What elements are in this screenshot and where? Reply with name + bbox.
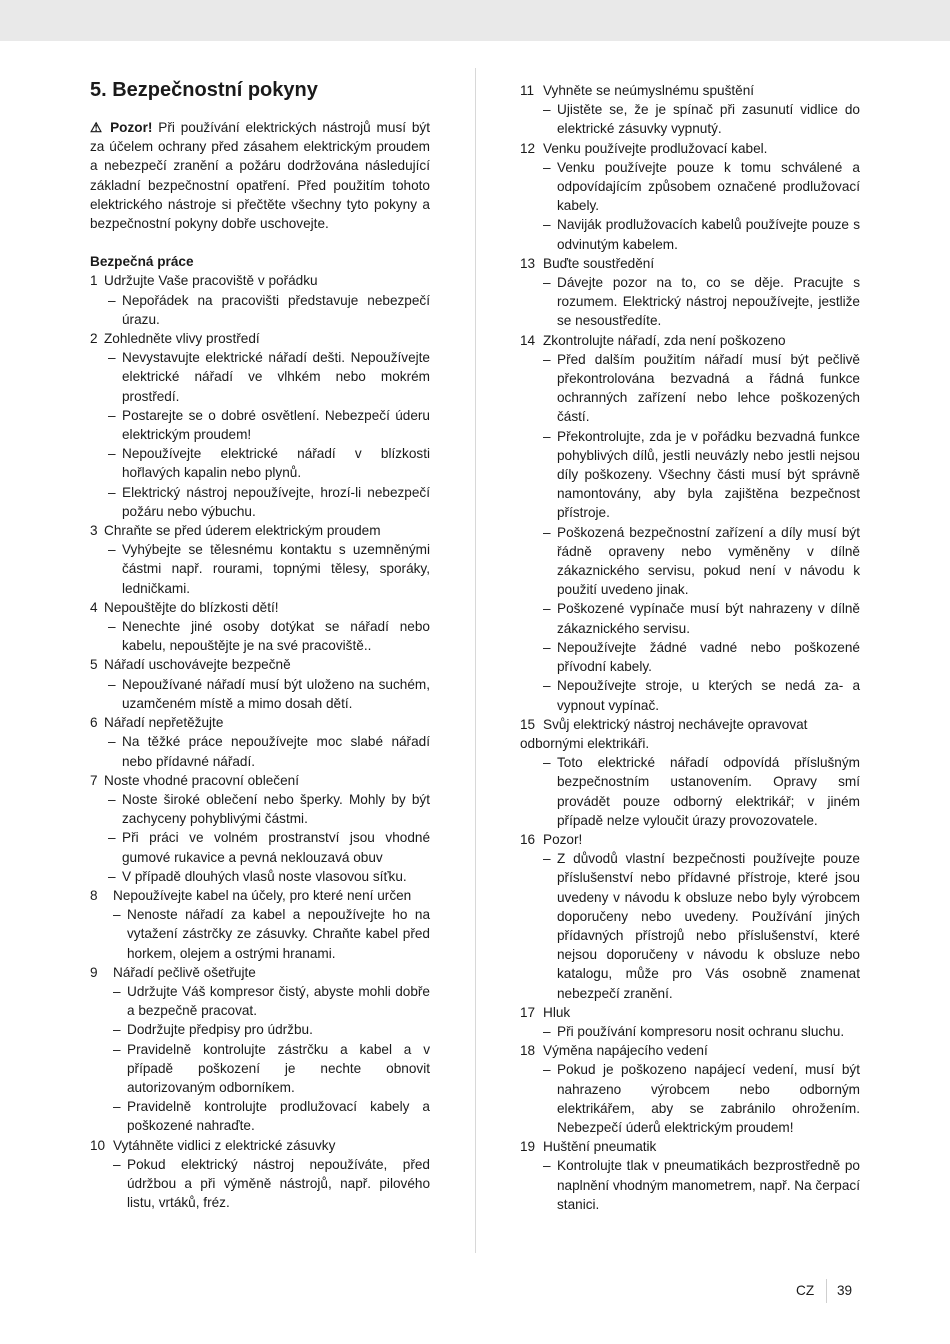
top-bar (0, 0, 950, 41)
sub-item-text: Dávejte pozor na to, co se děje. Pracujte s rozumem. Elektrický nástroj nepoužívejte, jestliže se nesoustředíte. (557, 275, 860, 329)
sub-item-text: Z důvodů vlastní bezpečnosti používejte pouze příslušenství nebo přídavné přístroje, které jsou uvedeny v návodu k obsluze nebo byly výrobcem doporučeny nebo uvedeny. Používání jiných přídavných přístrojů nebo příslušenství, které nejsou doporučeny v návodu k obsluze nebo katalogu, může pro Vás osobně znamenat nebezpečí zranění. (557, 851, 860, 1001)
item-title: Nářadí nepřetěžujte (104, 715, 224, 731)
list-item (90, 271, 430, 290)
sub-item-text: Nenechte jiné osoby dotýkat se nářadí nebo kabelu, nepouštějte je na své pracoviště.. (122, 619, 430, 654)
item-title: Zohledněte vlivy prostředí (104, 331, 260, 347)
page-number: 39 (837, 1283, 853, 1298)
sub-item (90, 828, 430, 866)
sub-item (90, 982, 430, 1020)
sub-item-text: Nepoužívané nářadí musí být uloženo na suchém, uzamčeném místě a mimo dosah dětí. (122, 676, 430, 711)
sub-item-text: Venku používejte pouze k tomu schválené a odpovídajícím způsobem označené prodlužovací kabely. (557, 159, 860, 214)
dash-bullet: – (108, 734, 116, 750)
list-item (90, 713, 430, 732)
dash-bullet: – (108, 350, 116, 366)
sub-item (90, 348, 430, 406)
list-item (520, 830, 860, 849)
sub-item (90, 1040, 430, 1098)
dash-bullet: – (543, 1062, 551, 1078)
dash-bullet: – (543, 1023, 551, 1039)
sub-item (520, 1156, 860, 1214)
item-title: Buďte soustředění (543, 255, 655, 271)
sub-item-text: Noste široké oblečení nebo šperky. Mohly by být zachyceny pohyblivými částmi. (122, 791, 430, 827)
list-item (520, 1041, 860, 1060)
item-number: 11 (520, 83, 535, 98)
dash-bullet: – (108, 830, 116, 846)
sub-item (520, 523, 860, 600)
sub-item (520, 1060, 860, 1137)
sub-item (90, 540, 430, 598)
sub-item-text: Na těžké práce nepoužívejte moc slabé nářadí nebo přídavné nářadí. (122, 734, 430, 769)
dash-bullet: – (108, 791, 116, 807)
item-title: Svůj elektrický nástroj nechávejte opravovat odbornými elektrikáři. (520, 716, 808, 751)
list-item (90, 598, 430, 617)
sub-item (520, 350, 860, 427)
item-number: 6 (90, 715, 98, 731)
list-item (90, 1136, 430, 1155)
list-item (520, 1137, 860, 1156)
item-number: 5 (90, 657, 98, 673)
item-number: 18 (520, 1043, 536, 1059)
sub-item-text: Postarejte se o dobré osvětlení. Nebezpečí úderu elektrickým proudem! (122, 407, 430, 443)
sub-item (90, 617, 430, 655)
left-column (90, 78, 430, 1212)
sub-item (90, 790, 430, 828)
sub-item (520, 753, 860, 830)
dash-bullet: – (108, 868, 116, 884)
sub-item-text: Při používání kompresoru nosit ochranu sluchu. (557, 1023, 845, 1039)
sub-item-text: Pokud elektrický nástroj nepoužíváte, před údržbou a při výměně nástrojů, např. pilového listu, vrtáků, fréz. (127, 1156, 430, 1211)
item-number: 10 (90, 1137, 106, 1153)
item-title: Chraňte se před úderem elektrickým proudem (104, 523, 381, 539)
sub-item (520, 849, 860, 1003)
right-item-list (520, 81, 860, 1214)
sub-item-text: Elektrický nástroj nepoužívejte, hrozí-li nebezpečí požáru nebo výbuchu. (122, 484, 430, 519)
item-title: Udržujte Vaše pracoviště v pořádku (104, 273, 318, 289)
sub-item (520, 599, 860, 637)
dash-bullet: – (108, 407, 116, 423)
sub-item-text: Nepoužívejte žádné vadné nebo poškozené přívodní kabely. (557, 639, 860, 675)
sub-item-text: Před dalším použitím nářadí musí být pečlivě překontrolována bezvadná a řádná funkce ochranných zařízení nebo lehce poškozených částí. (557, 351, 860, 425)
sub-item (520, 638, 860, 676)
list-item (90, 771, 430, 790)
sub-item (520, 215, 860, 253)
sub-item-text: Poškozené vypínače musí být nahrazeny v dílně zákaznického servisu. (557, 601, 860, 636)
sub-item-text: Nepoužívejte elektrické nářadí v blízkosti hořlavých kapalin nebo plynů. (122, 446, 430, 481)
sub-item-text: Poškozená bezpečnostní zařízení a díly musí být řádně opraveny nebo vyměněny v dílně zákaznického servisu, pokud není v návodu k použití uvedeno jinak. (557, 524, 860, 598)
item-title: Noste vhodné pracovní oblečení (104, 772, 299, 788)
dash-bullet: – (543, 524, 551, 540)
sub-item-text: Překontrolujte, zda je v pořádku bezvadná funkce pohyblivých dílů, jestli neuvázly nebo jestli nejsou díly poškozeny. Všechny části musí být správně namontovány, aby byla zajištěna bezpečnost přístroje. (557, 428, 860, 521)
list-item (520, 331, 860, 350)
dash-bullet: – (108, 619, 116, 635)
dash-bullet: – (113, 1022, 121, 1038)
item-number: 13 (520, 255, 536, 271)
sub-item-text: Dodržujte předpisy pro údržbu. (127, 1022, 313, 1038)
list-item (90, 886, 430, 905)
item-title: Vytáhněte vidlici z elektrické zásuvky (113, 1137, 336, 1153)
footer-separator (826, 1279, 827, 1303)
sub-item (90, 732, 430, 770)
sub-item-text: Vyhýbejte se tělesnému kontaktu s uzemněnými částmi např. rourami, topnými tělesy, sporáky, ledničkami. (122, 542, 430, 596)
sub-item-text: Nevystavujte elektrické nářadí dešti. Nepoužívejte elektrické nářadí ve vlhkém nebo mokrém prostředí. (122, 350, 430, 404)
dash-bullet: – (108, 542, 116, 558)
item-title: Nepouštějte do blízkosti dětí! (104, 599, 279, 615)
item-title: Nářadí pečlivě ošetřujte (113, 964, 256, 980)
item-number: 12 (520, 140, 536, 156)
item-title: Zkontrolujte nářadí, zda není poškozeno (543, 332, 786, 348)
dash-bullet: – (543, 159, 551, 175)
warning-label: Pozor! (110, 120, 153, 135)
list-item (90, 655, 430, 674)
list-item (90, 521, 430, 540)
dash-bullet: – (108, 484, 116, 500)
sub-item (90, 444, 430, 482)
intro-paragraph (90, 118, 430, 233)
dash-bullet: – (113, 983, 121, 999)
item-number: 7 (90, 772, 98, 788)
item-number: 1 (90, 273, 98, 289)
dash-bullet: – (543, 102, 551, 118)
item-number: 3 (90, 523, 98, 539)
list-item (520, 254, 860, 273)
item-number: 4 (90, 599, 98, 615)
item-number: 9 (90, 964, 98, 980)
item-title: Huštění pneumatik (543, 1139, 657, 1155)
list-item (90, 963, 430, 982)
dash-bullet: – (108, 676, 116, 692)
sub-item (520, 1022, 860, 1041)
sub-item (90, 483, 430, 521)
item-number: 14 (520, 332, 536, 348)
item-title: Výměna napájecího vedení (543, 1043, 708, 1059)
sub-item-text: Při práci ve volném prostranství jsou vhodné gumové rukavice a pevná neklouzavá obuv (122, 830, 430, 865)
sub-item-text: Nepoužívejte stroje, u kterých se nedá za- a vypnout vypínač. (557, 678, 860, 713)
sub-item-text: Nenoste nářadí za kabel a nepoužívejte ho na vytažení zástrčky ze zásuvky. Chraňte kabel před horkem, olejem a ostrými hranami. (127, 907, 430, 961)
sub-item (90, 1020, 430, 1039)
dash-bullet: – (543, 217, 551, 233)
dash-bullet: – (543, 601, 551, 617)
dash-bullet: – (113, 907, 121, 923)
sub-item-text: V případě dlouhých vlasů noste vlasovou síťku. (122, 868, 407, 884)
sub-item (520, 273, 860, 331)
sub-item-text: Pokud je poškozeno napájecí vedení, musí být nahrazeno výrobcem nebo odborným elektrikářem, aby se zabránilo ohrožením. Nebezpečí úderů elektrickým proudem! (557, 1062, 860, 1135)
list-item (520, 139, 860, 158)
list-item (520, 81, 860, 100)
sub-item-text: Pravidelně kontrolujte zástrčku a kabel a v případě poškození je nechte obnovit autorizovaným odborníkem. (127, 1041, 430, 1095)
dash-bullet: – (543, 678, 551, 694)
item-number: 8 (90, 887, 98, 903)
dash-bullet: – (543, 755, 551, 771)
sub-item (90, 291, 430, 329)
sub-item (90, 1097, 430, 1135)
column-divider (475, 68, 476, 1253)
sub-item-text: Kontrolujte tlak v pneumatikách bezprostředně po naplnění vhodným manometrem, např. Na čerpací stanici. (557, 1158, 860, 1212)
list-item (520, 1003, 860, 1022)
section-heading: 5. Bezpečnostní pokyny (90, 79, 318, 101)
dash-bullet: – (113, 1041, 121, 1057)
item-number: 2 (90, 331, 98, 347)
dash-bullet: – (543, 851, 551, 867)
dash-bullet: – (543, 639, 551, 655)
sub-item (90, 1155, 430, 1213)
item-title: Venku používejte prodlužovací kabel. (543, 140, 768, 156)
sub-item-text: Ujistěte se, že je spínač při zasunutí vidlice do elektrické zásuvky vypnutý. (557, 102, 860, 137)
intro-text: Při používání elektrických nástrojů musí být za účelem ochrany před zásahem elektrickým proudem a nebezpečí zranění a požáru dodržována následující základní bezpečnostní opatření. Před použitím tohoto elektrického nástroje si přečtěte všechny tyto pokyny a bezpečnostní pokyny dobře uschovejte. (90, 120, 430, 232)
item-title: Nepoužívejte kabel na účely, pro které není určen (113, 887, 412, 903)
footer-language: CZ (796, 1283, 815, 1298)
sub-item (520, 100, 860, 138)
left-item-list (90, 271, 430, 1212)
item-title: Pozor! (543, 831, 583, 847)
item-number: 16 (520, 831, 536, 847)
warning-icon: ⚠ (90, 120, 105, 135)
dash-bullet: – (113, 1099, 121, 1115)
item-title: Vyhněte se neúmyslnému spuštění (543, 83, 755, 98)
right-column (520, 81, 860, 1214)
sub-item (90, 867, 430, 886)
item-title: Hluk (543, 1004, 571, 1020)
list-item (520, 715, 860, 753)
dash-bullet: – (543, 275, 551, 291)
dash-bullet: – (543, 428, 551, 444)
dash-bullet: – (108, 446, 116, 462)
sub-item (520, 158, 860, 216)
sub-item (90, 905, 430, 963)
sub-item-text: Udržujte Váš kompresor čistý, abyste mohli dobře a bezpečně pracovat. (127, 983, 430, 1019)
sub-item-text: Pravidelně kontrolujte prodlužovací kabely a poškozené nahraďte. (127, 1099, 430, 1134)
sub-item-text: Naviják prodlužovacích kabelů používejte pouze s odvinutým kabelem. (557, 217, 860, 252)
item-number: 17 (520, 1004, 536, 1020)
sub-item (90, 406, 430, 444)
list-item (90, 329, 430, 348)
item-number: 15 (520, 716, 536, 732)
item-title: Nářadí uschovávejte bezpečně (104, 657, 291, 673)
sub-item (90, 675, 430, 713)
sub-item-text: Toto elektrické nářadí odpovídá příslušným bezpečnostním ustanovením. Opravy smí provádět pouze odborný elektrikář; v jiném případě nelze vyloučit úrazy provozovatele. (557, 755, 860, 828)
dash-bullet: – (543, 1158, 551, 1174)
sub-item (520, 676, 860, 714)
dash-bullet: – (113, 1156, 121, 1172)
subheading: Bezpečná práce (90, 254, 194, 270)
sub-item (520, 427, 860, 523)
dash-bullet: – (543, 351, 551, 367)
dash-bullet: – (108, 292, 116, 308)
item-number: 19 (520, 1139, 536, 1155)
sub-item-text: Nepořádek na pracovišti představuje nebezpečí úrazu. (122, 292, 430, 327)
